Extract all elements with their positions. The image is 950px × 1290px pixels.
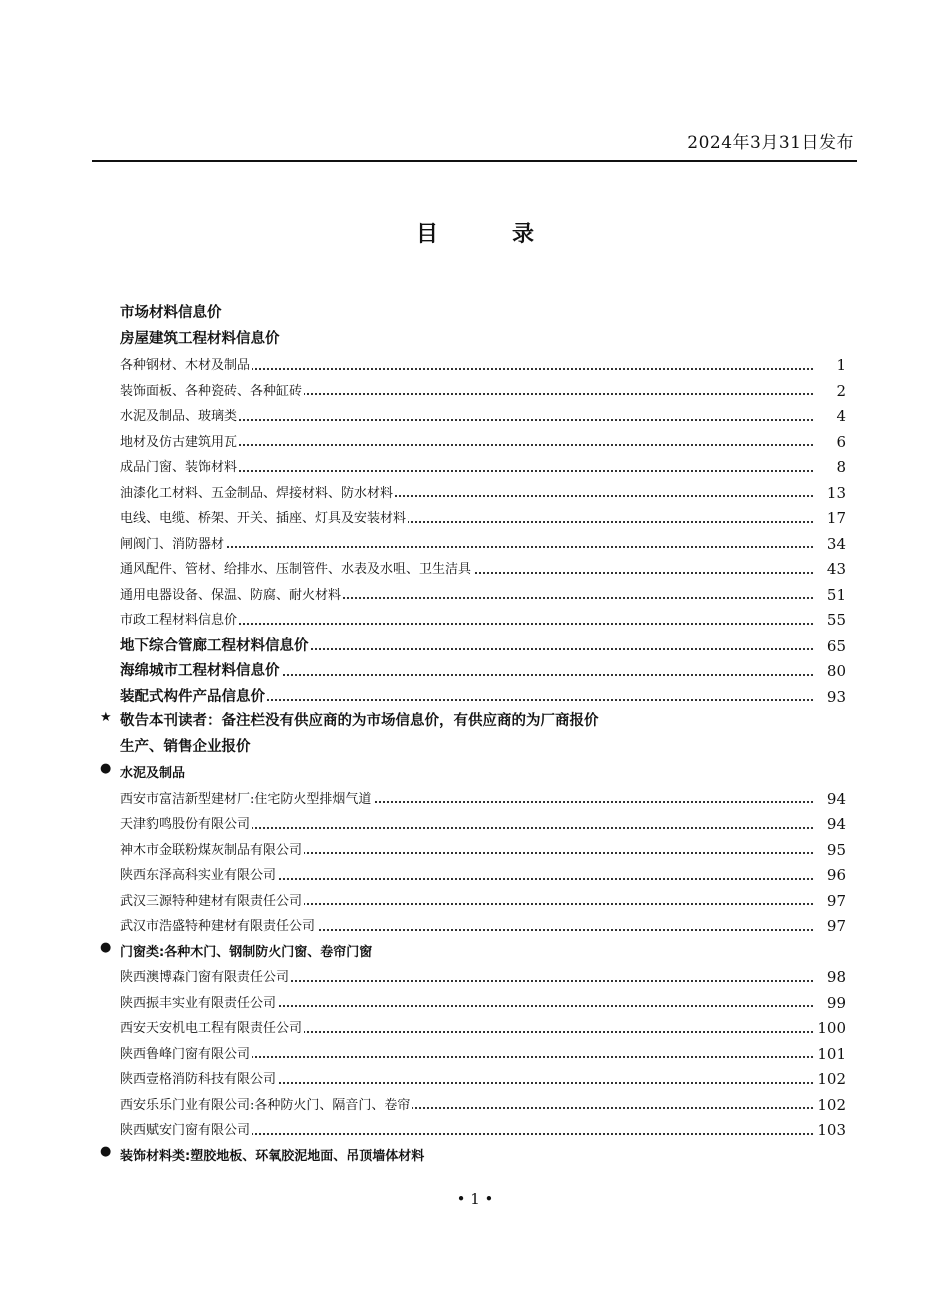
toc-heading-text: 生产、销售企业报价	[120, 738, 251, 755]
toc-entry[interactable]	[0, 502, 950, 528]
toc-entry[interactable]	[0, 859, 950, 885]
toc-page-number: 98	[826, 968, 846, 986]
toc-entry[interactable]	[0, 783, 950, 809]
toc-page-number: 102	[817, 1070, 846, 1088]
toc-label-wrap	[120, 961, 291, 987]
toc-label-wrap	[120, 579, 343, 605]
toc-page-number: 101	[817, 1044, 846, 1063]
toc-heading	[0, 298, 950, 324]
toc-entry-title: 水泥及制品、玻璃类	[120, 409, 238, 424]
toc-page-number: 96	[826, 866, 846, 884]
toc-page-number: 94	[826, 815, 846, 833]
toc-label-wrap	[120, 502, 408, 528]
toc-label-wrap	[120, 426, 239, 452]
toc-label-wrap	[120, 553, 473, 579]
toc-entry-title: 陕西鲁峰门窗有限公司	[120, 1046, 251, 1062]
table-of-contents	[0, 298, 950, 1165]
toc-heading	[0, 324, 950, 350]
toc-page-number: 97	[826, 891, 846, 910]
toc-entry[interactable]	[0, 553, 950, 579]
toc-heading-text: 房屋建筑工程材料信息价	[120, 330, 280, 347]
toc-entry[interactable]	[0, 987, 950, 1013]
toc-page-number: 51	[826, 585, 846, 604]
toc-entry[interactable]	[0, 477, 950, 503]
toc-label-wrap	[120, 783, 373, 809]
toc-entry[interactable]	[0, 451, 950, 477]
page-title: 目 录	[415, 222, 560, 247]
toc-page-number: 34	[826, 534, 846, 553]
header-rule	[92, 160, 857, 162]
toc-page-number: 55	[826, 611, 846, 629]
toc-subsection	[0, 936, 950, 962]
toc-entry[interactable]	[0, 885, 950, 911]
toc-heading	[0, 706, 950, 732]
toc-entry-title: 陕西东泽高科实业有限公司	[120, 868, 277, 883]
toc-page-number: 94	[826, 789, 846, 808]
toc-page-number: 13	[826, 483, 846, 502]
toc-label-wrap	[120, 528, 226, 554]
toc-entry-title: 装饰面板、各种瓷砖、各种缸砖	[120, 383, 303, 399]
toc-entry-title: 各种钢材、木材及制品	[120, 358, 251, 373]
toc-page-number: 6	[836, 432, 846, 451]
toc-heading-text: 装饰材料类:塑胶地板、环氧胶泥地面、吊顶墙体材料	[120, 1148, 425, 1164]
toc-label-wrap	[120, 477, 395, 503]
toc-entry-title: 武汉三源特种建材有限责任公司	[120, 893, 303, 909]
toc-entry[interactable]	[0, 1038, 950, 1064]
toc-label-wrap	[120, 1012, 304, 1038]
toc-entry[interactable]	[0, 1089, 950, 1115]
toc-entry-title: 装配式构件产品信息价	[120, 688, 265, 705]
toc-label-wrap	[120, 655, 282, 681]
toc-label-wrap	[120, 681, 267, 707]
toc-entry[interactable]	[0, 1063, 950, 1089]
toc-page-number: 99	[826, 993, 846, 1012]
toc-entry[interactable]	[0, 681, 950, 707]
toc-label-wrap	[120, 451, 239, 477]
toc-page-number: 80	[826, 662, 846, 680]
toc-page-number: 95	[826, 840, 846, 859]
toc-page-number: 97	[826, 917, 846, 935]
toc-label-wrap	[120, 1063, 278, 1089]
toc-heading-text: 市场材料信息价	[120, 305, 222, 321]
toc-page-number: 93	[826, 687, 846, 706]
toc-entry[interactable]	[0, 604, 950, 630]
toc-label-wrap	[120, 349, 252, 375]
toc-entry[interactable]	[0, 400, 950, 426]
star-icon: ★	[100, 710, 112, 725]
toc-entry-title: 地下综合管廊工程材料信息价	[120, 637, 309, 654]
toc-entry-title: 陕西壹格消防科技有限公司	[120, 1072, 277, 1087]
bullet-icon: ●	[100, 939, 112, 955]
toc-entry-title: 陕西澳博森门窗有限责任公司	[120, 970, 290, 985]
toc-entry-title: 神木市金联粉煤灰制品有限公司	[120, 842, 303, 858]
toc-entry[interactable]	[0, 375, 950, 401]
toc-label-wrap	[120, 834, 304, 860]
toc-entry[interactable]	[0, 910, 950, 936]
toc-entry-title: 成品门窗、装饰材料	[120, 460, 238, 475]
toc-label-wrap	[120, 630, 311, 656]
toc-label-wrap	[120, 1089, 412, 1115]
toc-entry-title: 通用电器设备、保温、防腐、耐火材料	[120, 587, 342, 603]
toc-entry[interactable]	[0, 961, 950, 987]
toc-entry-title: 西安乐乐门业有限公司:各种防火门、隔音门、卷帘	[120, 1097, 411, 1113]
toc-entry-title: 武汉市浩盛特种建材有限责任公司	[120, 919, 316, 934]
toc-entry[interactable]	[0, 808, 950, 834]
toc-entry-title: 地材及仿古建筑用瓦	[120, 434, 238, 450]
toc-label-wrap	[120, 808, 252, 834]
toc-entry[interactable]	[0, 1012, 950, 1038]
toc-entry[interactable]	[0, 349, 950, 375]
toc-label-wrap	[120, 859, 278, 885]
toc-heading-text: 门窗类:各种木门、钢制防火门窗、卷帘门窗	[120, 944, 373, 960]
toc-entry-title: 闸阀门、消防器材	[120, 536, 225, 552]
toc-page-number: 102	[817, 1095, 846, 1114]
toc-entry-title: 油漆化工材料、五金制品、焊接材料、防水材料	[120, 485, 394, 501]
toc-entry-title: 市政工程材料信息价	[120, 613, 238, 628]
page-number: • 1 •	[456, 1190, 494, 1208]
toc-heading-text: 水泥及制品	[120, 766, 186, 781]
toc-page-number: 100	[817, 1019, 846, 1037]
toc-entry-title: 西安天安机电工程有限责任公司	[120, 1021, 303, 1036]
toc-heading	[0, 732, 950, 758]
bullet-icon: ●	[100, 761, 112, 776]
toc-label-wrap	[120, 400, 239, 426]
publish-date: 2024年3月31日发布	[687, 133, 854, 153]
toc-entry[interactable]	[0, 579, 950, 605]
toc-label-wrap	[120, 987, 278, 1013]
bullet-icon: ●	[100, 1143, 112, 1159]
toc-page-number: 2	[836, 381, 846, 400]
toc-entry-title: 西安市富洁新型建材厂:住宅防火型排烟气道	[120, 791, 372, 807]
toc-page-number: 103	[817, 1121, 846, 1139]
toc-heading-text: 敬告本刊读者：备注栏没有供应商的为市场信息价，有供应商的为厂商报价	[120, 713, 599, 729]
toc-entry-title: 陕西振丰实业有限责任公司	[120, 995, 277, 1011]
toc-entry[interactable]	[0, 630, 950, 656]
toc-entry-title: 海绵城市工程材料信息价	[120, 663, 280, 679]
toc-subsection	[0, 757, 950, 783]
toc-label-wrap	[120, 1038, 252, 1064]
toc-label-wrap	[120, 604, 239, 630]
toc-label-wrap	[120, 1114, 252, 1140]
toc-label-wrap	[120, 885, 304, 911]
toc-label-wrap	[120, 910, 317, 936]
toc-entry[interactable]	[0, 528, 950, 554]
toc-entry-title: 天津豹鸣股份有限公司	[120, 817, 251, 832]
toc-entry[interactable]	[0, 426, 950, 452]
toc-page-number: 8	[836, 458, 846, 476]
toc-entry-title: 通风配件、管材、给排水、压制管件、水表及水咀、卫生洁具	[120, 562, 472, 577]
toc-entry[interactable]	[0, 655, 950, 681]
toc-page-number: 43	[826, 560, 846, 578]
toc-page-number: 17	[826, 509, 846, 527]
toc-page-number: 4	[836, 407, 846, 425]
toc-page-number: 65	[826, 636, 846, 655]
toc-page-number: 1	[836, 356, 846, 374]
toc-entry-title: 陕西赋安门窗有限公司	[120, 1123, 251, 1138]
toc-entry[interactable]	[0, 1114, 950, 1140]
toc-label-wrap	[120, 375, 304, 401]
toc-subsection	[0, 1140, 950, 1166]
toc-entry-title: 电线、电缆、桥架、开关、插座、灯具及安装材料	[120, 511, 407, 526]
toc-entry[interactable]	[0, 834, 950, 860]
